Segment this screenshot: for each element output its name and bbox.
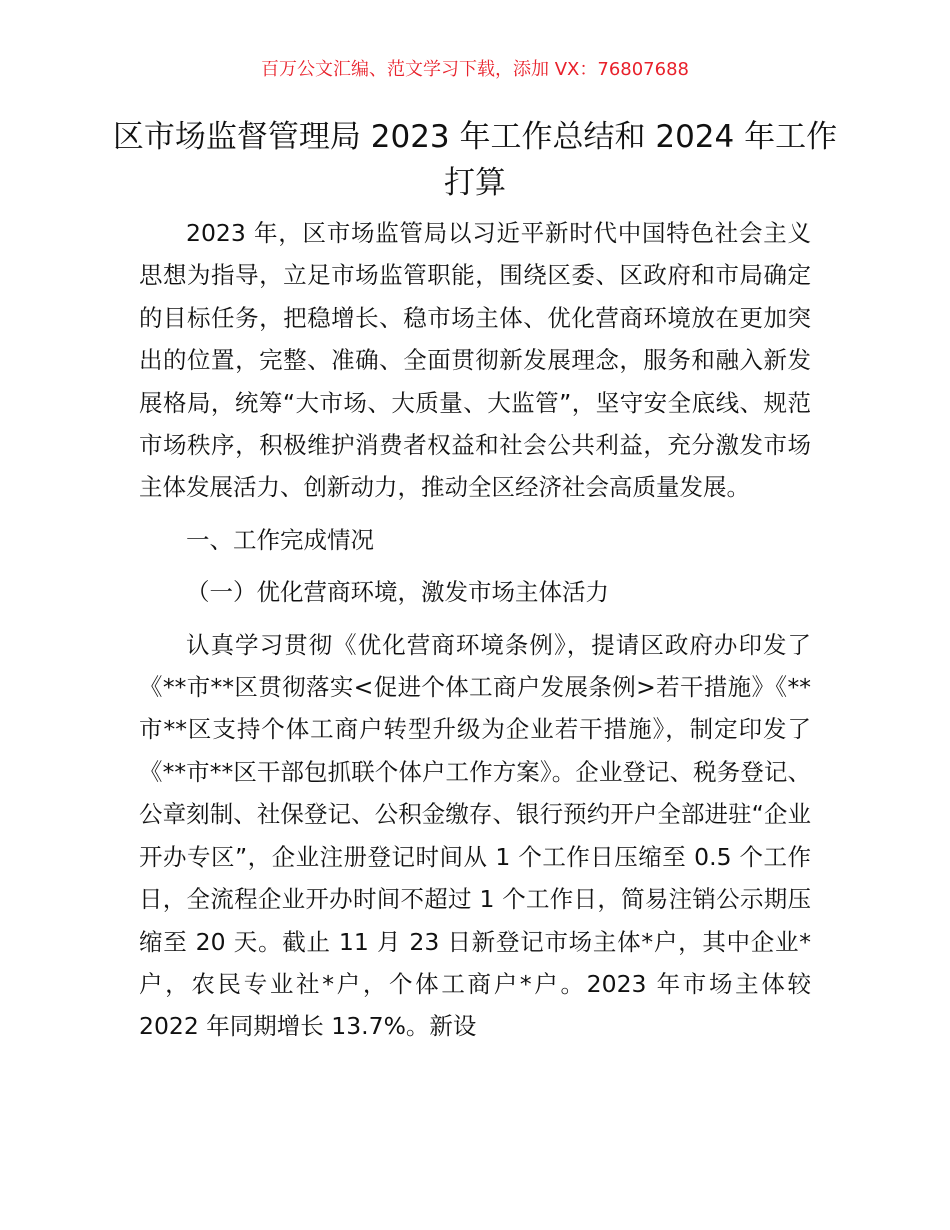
intro-paragraph: 2023 年，区市场监管局以习近平新时代中国特色社会主义思想为指导，立足市场监管职能，围绕区委、区政府和市局确定的目标任务，把稳增长、稳市场主体、优化营商环境放在更加突出的位置，完整、准确、全面贯彻新发展理念，服务和融入新发展格局，统筹“大市场、大质量、大监管”，坚守安全底线、规范市场秩序，积极维护消费者权益和社会公共利益，充分激发市场主体发展活力、创新动力，推动全区经济社会高质量发展。 xyxy=(139,219,811,502)
subsection-heading: （一）优化营商环境，激发市场主体活力 xyxy=(186,578,609,607)
body-paragraph: 认真学习贯彻《优化营商环境条例》，提请区政府办印发了《**市**区贯彻落实<促进个体工商户发展条例>若干措施》《**市**区支持个体工商户转型升级为企业若干措施》，制定印发了《**市**区干部包抓联个体户工作方案》。企业登记、税务登记、公章刻制、社保登记、公积金缴存、银行预约开户全部进驻“企业开办专区”，企业注册登记时间从 1 个工作日压缩至 0.5 个工作日，全流程企业开办时间不超过 1 个工作日，简易注销公示期压缩至 20 天。截止 11 月 23 日新登记市场主体*户，其中企业*户，农民专业社*户，个体工商户*户。2023 年市场主体较 2022 年同期增长 13.7%。新设 xyxy=(139,630,811,1041)
watermark-banner: 百万公文汇编、范文学习下载，添加 VX：76807688 xyxy=(261,59,689,80)
document-body xyxy=(139,212,811,1048)
section-heading: 一、工作完成情况 xyxy=(186,525,374,554)
document-title: 区市场监督管理局 2023 年工作总结和 2024 年工作打算 xyxy=(112,119,838,201)
